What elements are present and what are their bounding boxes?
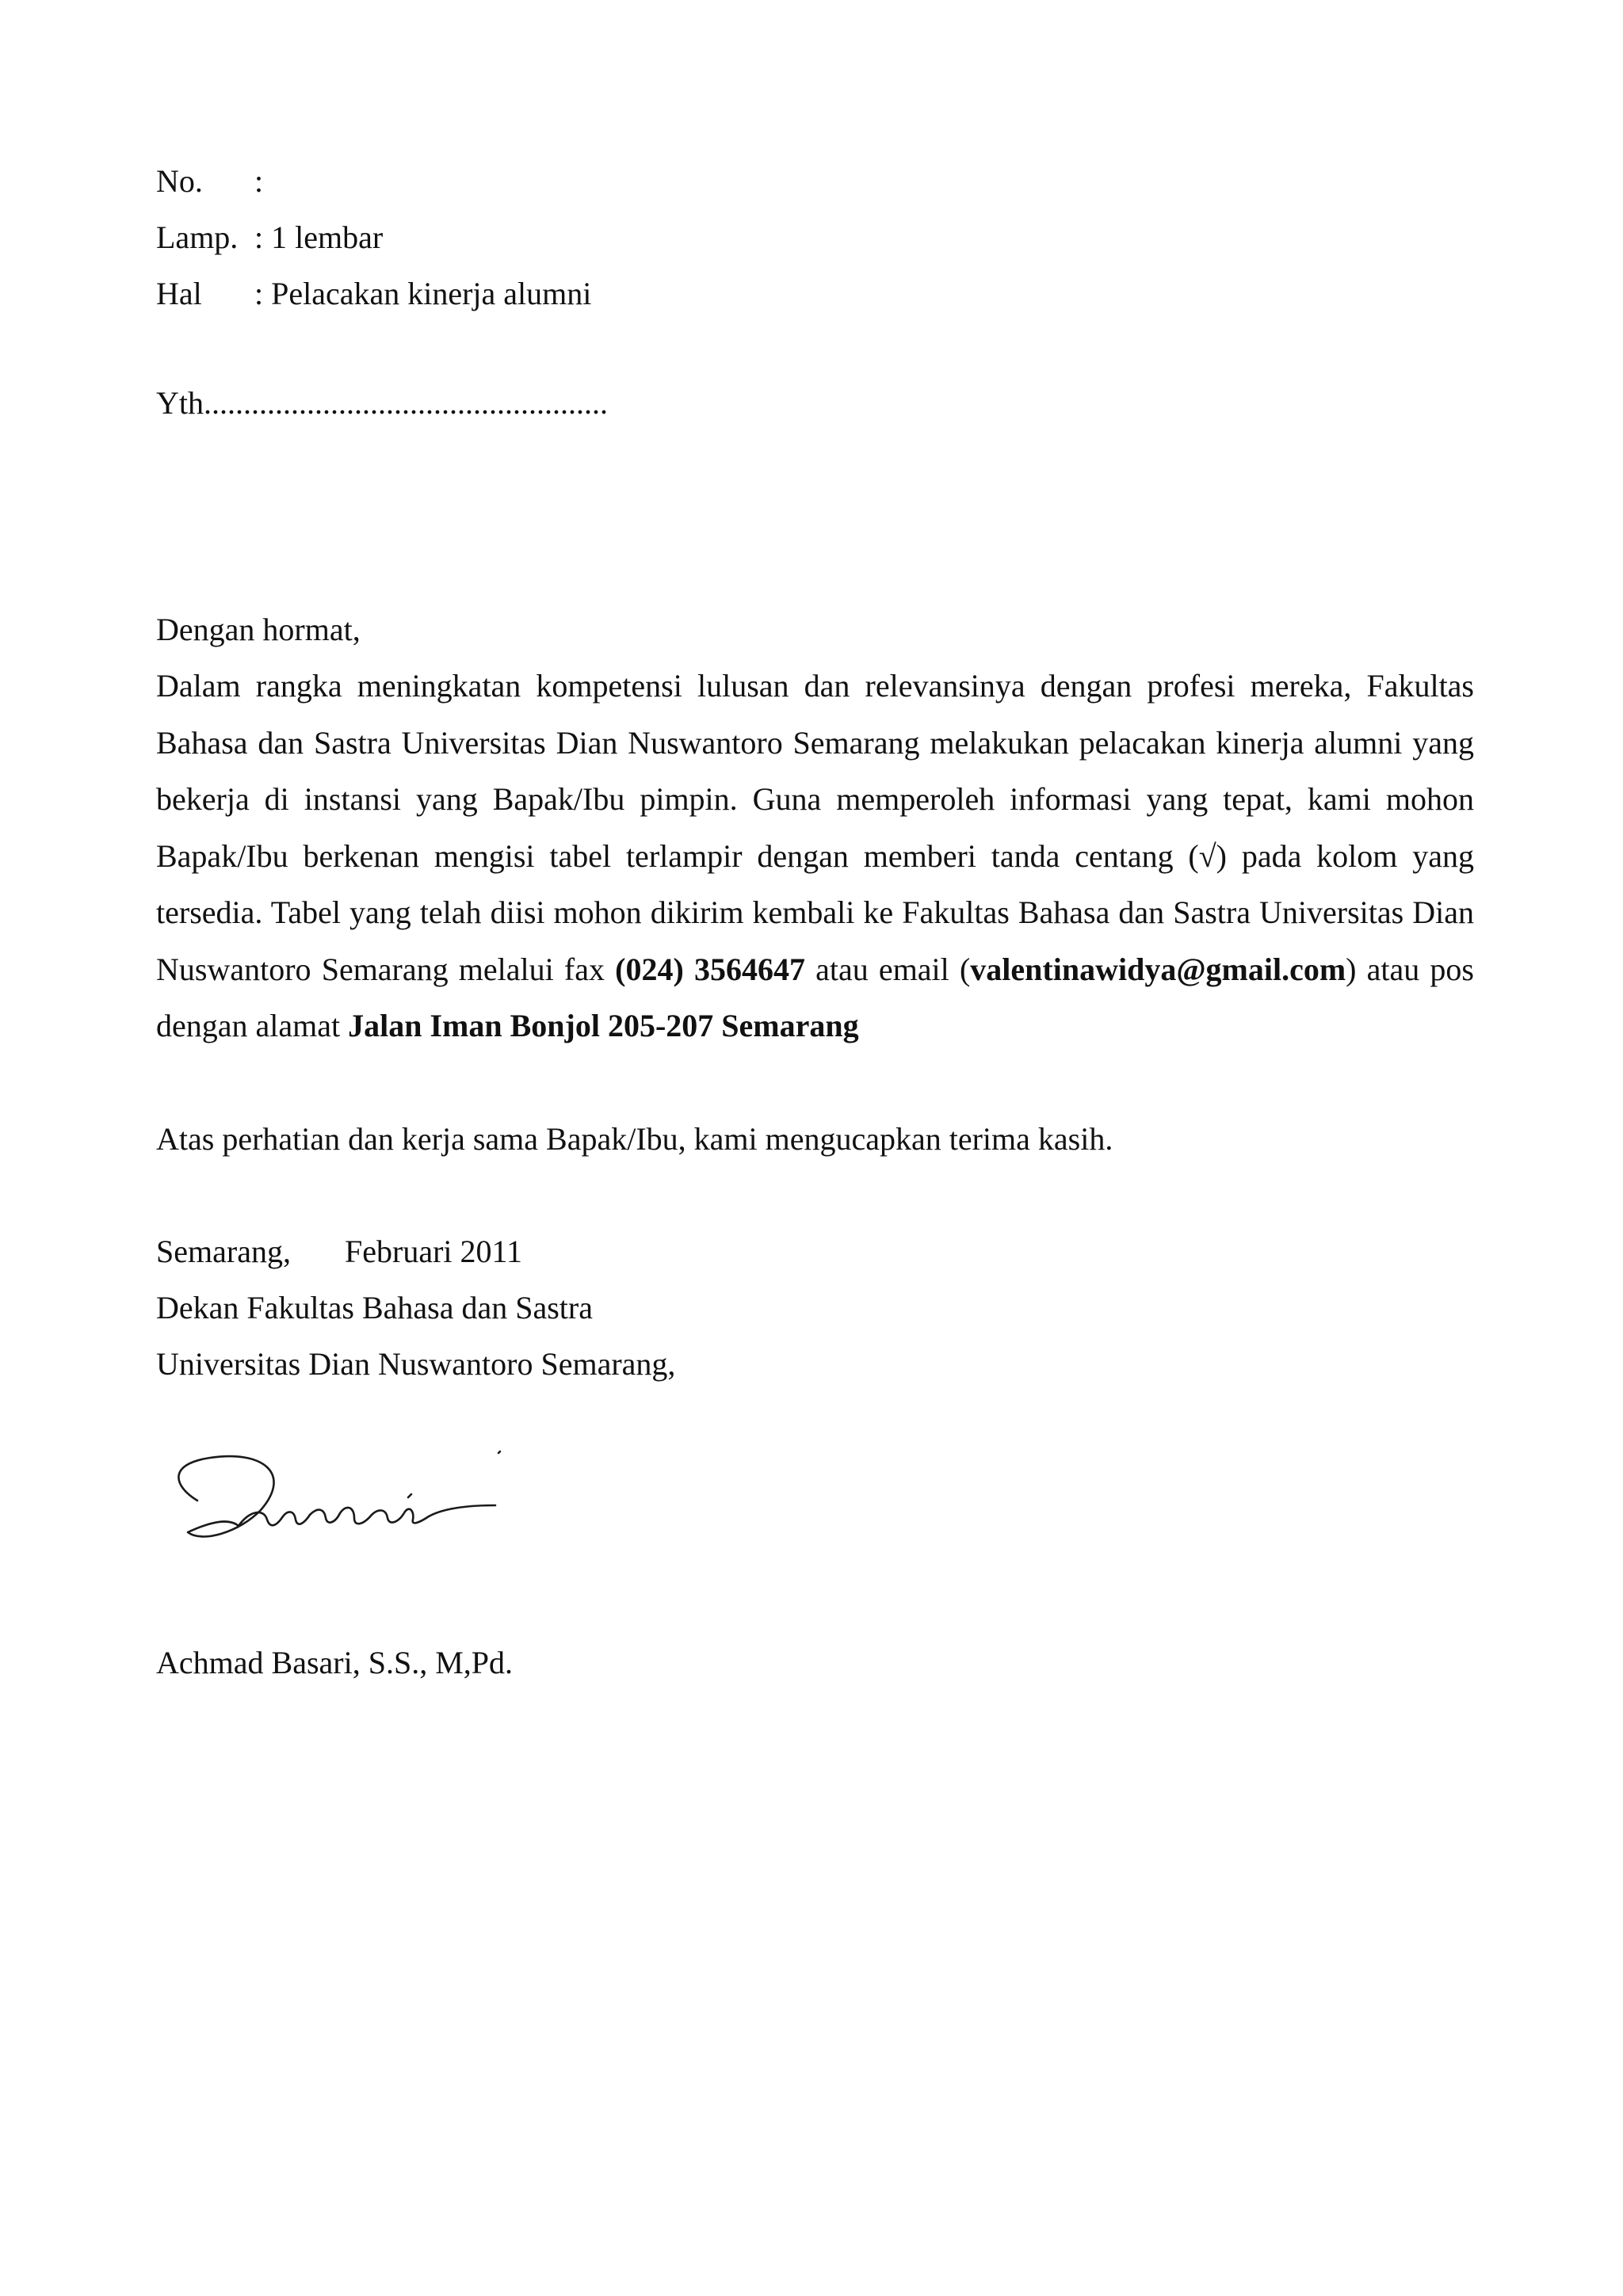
letter-page xyxy=(156,0,1474,2296)
subject-label: Hal xyxy=(156,276,202,311)
recipient-line: Yth................................................... xyxy=(156,385,608,421)
body-paragraph xyxy=(156,658,1474,1055)
signature-block xyxy=(156,1223,675,1392)
body-intro: Dalam rangka meningkatan kompetensi lulusan dan relevansinya dengan profesi mereka, Fakultas Bahasa dan Sastra Universitas Dian Nuswantoro Semarang melakukan pelacakan kinerja alumni yang bekerja di instansi yang Bapak/Ibu pimpin. Guna memperoleh informasi yang tepat, kami mohon Bapak/Ibu berkenan mengisi tabel terlampir dengan memberi tanda centang (√) pada kolom yang tersedia. Tabel yang telah diisi mohon dikirim kembali ke Fakultas Bahasa dan Sastra Universitas Dian Nuswantoro Semarang melalui fax xyxy=(156,668,1474,987)
closing-sentence: Atas perhatian dan kerja sama Bapak/Ibu, kami mengucapkan terima kasih. xyxy=(156,1121,1113,1157)
number-label: No. xyxy=(156,163,203,199)
place-date-row xyxy=(156,1223,675,1280)
attachment-row xyxy=(156,209,591,265)
attachment-label: Lamp. xyxy=(156,219,239,255)
letter-header xyxy=(156,153,591,322)
handwritten-signature xyxy=(156,1450,529,1569)
date: Februari 2011 xyxy=(345,1234,523,1269)
number-value: : xyxy=(254,163,264,199)
signer-title-line-2: Universitas Dian Nuswantoro Semarang, xyxy=(156,1346,676,1382)
attachment-value: : 1 lembar xyxy=(254,219,384,255)
greeting: Dengan hormat, xyxy=(156,612,361,647)
body-mid-1: atau email ( xyxy=(804,951,971,987)
subject-row xyxy=(156,265,591,322)
signer-title-line-1: Dekan Fakultas Bahasa dan Sastra xyxy=(156,1290,593,1325)
email-address: valentinawidya@gmail.com xyxy=(970,951,1346,987)
number-row xyxy=(156,153,591,209)
signer-name: Achmad Basari, S.S., M,Pd. xyxy=(156,1645,513,1680)
fax-number: (024) 3564647 xyxy=(615,951,805,987)
place: Semarang, xyxy=(156,1234,291,1269)
body-mid-2: ) atau pos dengan alamat xyxy=(156,951,1474,1043)
subject-value: : Pelacakan kinerja alumni xyxy=(254,276,592,311)
postal-address: Jalan Iman Bonjol 205-207 Semarang xyxy=(348,1008,859,1043)
